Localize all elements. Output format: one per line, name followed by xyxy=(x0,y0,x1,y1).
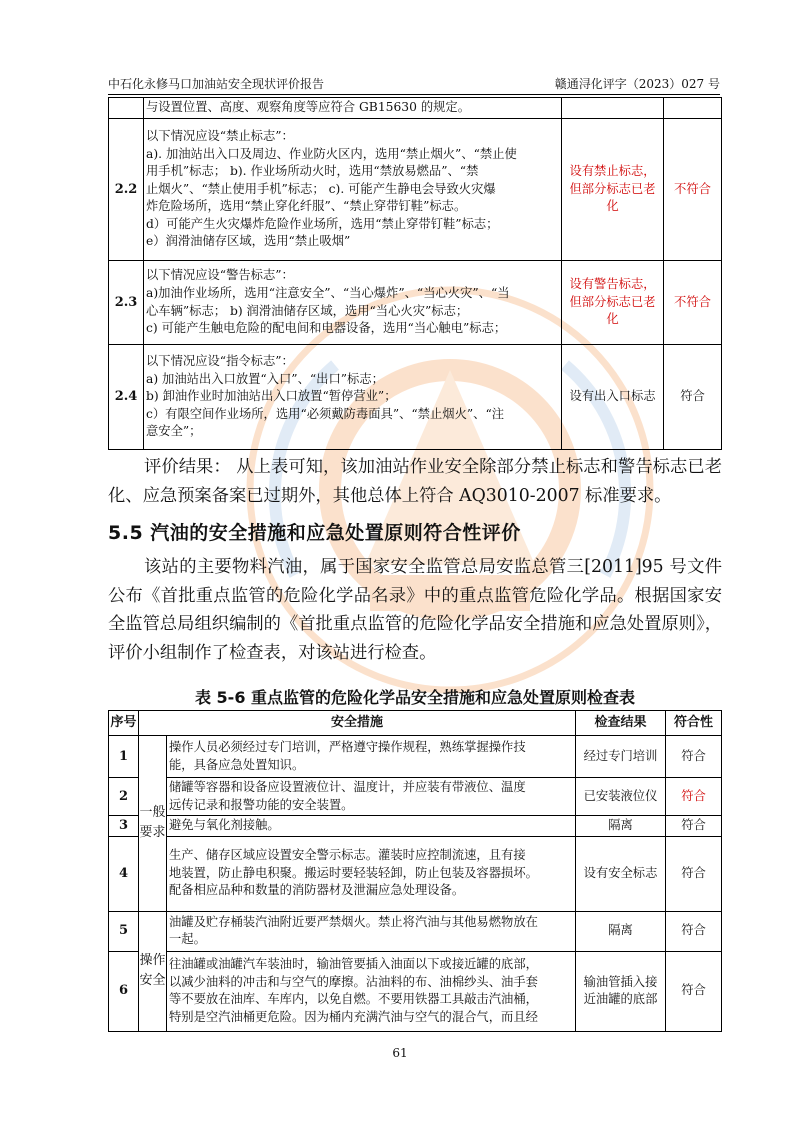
category-label: 操作安全 xyxy=(139,911,167,1031)
row-number: 5 xyxy=(109,911,139,951)
section-paragraph: 该站的主要物料汽油，属于国家安全监管总局安监总管三[2011]95 号文件公布《首批重点监管的危险化学品名录》中的重点监管危险化学品。根据国家安全监管总局组织编制的《首批重点监管的危险化学品安全措施和应急处置原则》，评价小组制作了检查表，对该站进行检查。 xyxy=(108,557,722,663)
row-number xyxy=(109,98,144,119)
header-result: 检查结果 xyxy=(576,711,666,736)
row-number: 2.2 xyxy=(109,119,144,261)
table-row xyxy=(109,345,722,450)
table-row xyxy=(109,836,722,911)
text-line: 以下情况应设“警告标志”： xyxy=(146,268,294,283)
check-result: 设有警告标志，但部分标志已老化 xyxy=(562,261,664,345)
text-line: c）有限空间作业场所，选用“必须戴防毒面具”、“禁止烟火”、“注 xyxy=(146,406,505,421)
conformity: 符合 xyxy=(666,816,722,837)
text-line: 以下情况应设“禁止标志”： xyxy=(146,128,294,143)
text-line: 油罐及贮存桶装汽油附近要严禁烟火。禁止将汽油与其他易燃物放在 xyxy=(169,914,538,929)
check-result xyxy=(562,98,664,119)
text-line: 生产、储存区域应设置安全警示标志。灌装时应控制流速，且有接 xyxy=(169,848,526,863)
conformity: 符合 xyxy=(666,778,722,816)
measure-text xyxy=(167,911,576,951)
text-line: d）可能产生火灾爆炸危险作业场所，选用“禁止穿带钉鞋”标志； xyxy=(146,216,499,231)
conformity: 不符合 xyxy=(664,119,722,261)
text-line: 特别是空汽油桶更危险。因为桶内充满汽油与空气的混合气，而且经 xyxy=(169,1009,538,1024)
table-row xyxy=(109,98,722,119)
text-line: 以减少油料的冲击和与空气的摩擦。沾油料的布、油棉纱头、油手套 xyxy=(169,974,538,989)
text-line: 往油罐或油罐汽车装油时，输油管要插入油面以下或接近罐的底部， xyxy=(169,956,538,971)
header-conform: 符合性 xyxy=(666,711,722,736)
category-label: 一般要求 xyxy=(139,736,167,912)
conformity: 符合 xyxy=(666,951,722,1031)
text-line: 意安全”； xyxy=(146,424,202,439)
check-result: 设有禁止标志，但部分标志已老化 xyxy=(562,119,664,261)
measure-text xyxy=(144,345,562,450)
conformity: 符合 xyxy=(666,736,722,778)
row-number: 2.3 xyxy=(109,261,144,345)
measure-text xyxy=(144,261,562,345)
text-line: 等不要放在油库、车库内，以免自燃。不要用铁器工具敲击汽油桶， xyxy=(169,992,538,1007)
text-line: a)加油作业场所，选用“注意安全”、“当心爆炸”、“当心火灾”、“当 xyxy=(146,285,510,300)
row-number: 1 xyxy=(109,736,139,778)
row-number: 2.4 xyxy=(109,345,144,450)
text-line: 能，具备应急处置知识。 xyxy=(169,757,305,772)
text-line: c) 可能产生触电危险的配电间和电器设备，选用“当心触电”标志； xyxy=(146,321,507,336)
safety-sign-check-table xyxy=(108,97,722,450)
row-number: 4 xyxy=(109,836,139,911)
measure-text xyxy=(167,951,576,1031)
header-measure: 安全措施 xyxy=(139,711,576,736)
check-result: 输油管插入接近油罐的底部 xyxy=(576,951,666,1031)
text-line: 与设置位置、高度、观察角度等应符合 GB15630 的规定。 xyxy=(146,100,471,115)
conformity: 符合 xyxy=(666,911,722,951)
text-line: a) 加油站出入口放置“入口”、“出口”标志； xyxy=(146,371,384,386)
page-number: 61 xyxy=(392,1046,408,1060)
check-result: 设有出入口标志 xyxy=(562,345,664,450)
section-heading: 5.5 汽油的安全措施和应急处置原则符合性评价 xyxy=(108,522,521,544)
table-row xyxy=(109,119,722,261)
text-line: 配备相应品种和数量的消防器材及泄漏应急处理设备。 xyxy=(169,883,465,898)
measure-text xyxy=(144,119,562,261)
row-number: 2 xyxy=(109,778,139,816)
measure-text xyxy=(167,736,576,778)
text-line: 储罐等容器和设备应设置液位计、温度计，并应装有带液位、温度 xyxy=(169,779,526,794)
text-line: 操作人员必须经过专门培训，严格遵守操作规程，熟练掌握操作技 xyxy=(169,739,526,754)
check-result: 隔离 xyxy=(576,816,666,837)
measure-text xyxy=(167,778,576,816)
conformity: 不符合 xyxy=(664,261,722,345)
table-row xyxy=(109,911,722,951)
header-num: 序号 xyxy=(109,711,139,736)
measure-text xyxy=(167,836,576,911)
text-line: e）润滑油储存区域，选用“禁止吸烟” xyxy=(146,234,351,249)
table-row xyxy=(109,736,722,778)
row-number: 3 xyxy=(109,816,139,837)
table-caption: 表 5-6 重点监管的危险化学品安全措施和应急处置原则检查表 xyxy=(194,688,636,707)
conformity: 符合 xyxy=(664,345,722,450)
text-line: 炸危险场所，选用“禁止穿化纤服”、“禁止穿带钉鞋”标志。 xyxy=(146,199,467,214)
text-line: 心车辆”标志； b) 润滑油储存区域，选用“当心火灾”标志； xyxy=(146,303,469,318)
table-row xyxy=(109,778,722,816)
text-line: 远传记录和报警功能的安全装置。 xyxy=(169,797,354,812)
text-line: 一起。 xyxy=(169,932,206,947)
text-line: 以下情况应设“指令标志”： xyxy=(146,354,294,369)
table-row xyxy=(109,816,722,837)
text-line: 避免与氧化剂接触。 xyxy=(169,818,280,832)
text-line: 止烟火”、“禁止使用手机”标志； c). 可能产生静电会导致火灾爆 xyxy=(146,181,496,196)
header-report-title: 中石化永修马口加油站安全现状评价报告 xyxy=(108,77,325,91)
row-number: 6 xyxy=(109,951,139,1031)
table-row xyxy=(109,951,722,1031)
hazard-measures-check-table xyxy=(108,710,722,1032)
measure-text xyxy=(167,816,576,837)
text-line: 地装置，防止静电积聚。搬运时要轻装轻卸，防止包装及容器损坏。 xyxy=(169,865,538,880)
conformity xyxy=(664,98,722,119)
check-result: 经过专门培训 xyxy=(576,736,666,778)
conformity: 符合 xyxy=(666,836,722,911)
text-line: 用手机”标志； b). 作业场所动火时，选用“禁放易燃品”、“禁 xyxy=(146,164,479,179)
check-result: 隔离 xyxy=(576,911,666,951)
check-result: 已安装液位仪 xyxy=(576,778,666,816)
page-header xyxy=(108,70,720,95)
text-line: a). 加油站出入口及周边、作业防火区内，选用“禁止烟火”、“禁止使 xyxy=(146,146,517,161)
table-row xyxy=(109,261,722,345)
check-result: 设有安全标志 xyxy=(576,836,666,911)
measure-text xyxy=(144,98,562,119)
text-line: b) 卸油作业时加油站出入口放置“暂停营业”； xyxy=(146,389,397,404)
header-report-number: 赣通浔化评字（2023）027 号 xyxy=(554,77,720,91)
evaluation-result-text: 评价结果： 从上表可知，该加油站作业安全除部分禁止标志和警告标志已老化、应急预案备案已过期外，其他总体上符合 AQ3010-2007 标准要求。 xyxy=(108,457,722,506)
